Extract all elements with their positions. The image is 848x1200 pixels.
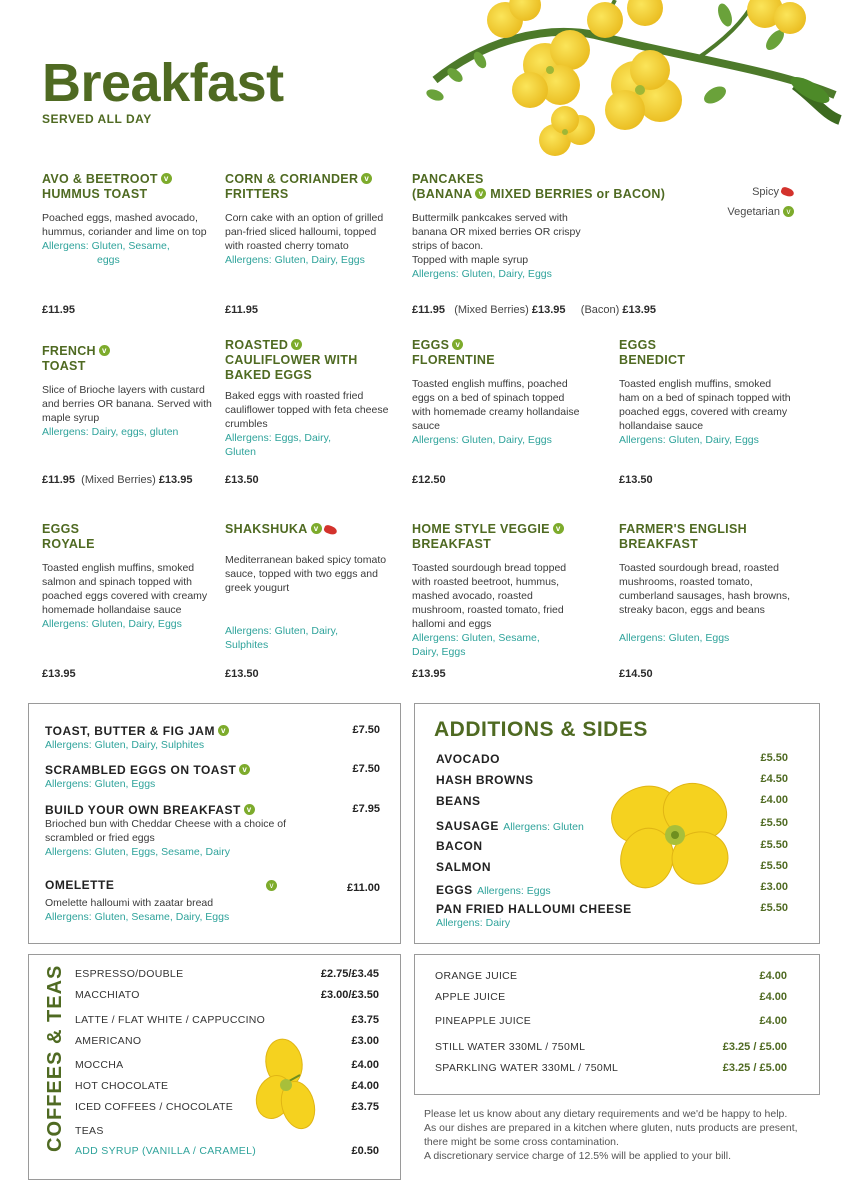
coffee-name: ADD SYRUP (VANILLA / CARAMEL) [75,1145,257,1157]
dish-description: Toasted english muffins, smoked ham on a bed of spinach topped with poached eggs, covered with creamy hollandaise sauce [619,378,791,432]
addition-item [436,839,788,860]
item-allergens: Allergens: Gluten, Eggs [45,778,156,790]
item-price: £7.50 [352,724,380,736]
dish-allergens: Allergens: Gluten, Sesame, [412,632,540,644]
dish-name-line1: PANCAKES [412,172,484,186]
dish-eggs-florentine [412,338,582,447]
chili-pepper-icon [323,524,338,536]
dish-price: £13.50 [225,668,259,680]
coffee-name: ICED COFFEES / CHOCOLATE [75,1101,234,1113]
dish-alt-label: (Bacon) [580,304,620,316]
dish-description: Toasted sourdough bread, roasted mushrooms, roasted tomato, cumberland sausages, hash browns, streaky bacon, eggs and beans [619,562,791,616]
coffee-price: £3.00 [351,1035,379,1047]
dish-allergens: Allergens: Gluten, Dairy, Eggs [412,268,552,280]
addition-price: £5.50 [760,902,788,914]
addition-item [436,794,788,817]
juice-item [435,1041,787,1062]
item-allergens: Allergens: Gluten, Sesame, Dairy, Eggs [45,911,230,923]
vegetarian-leaf-icon: v [218,725,229,736]
item-allergens: Allergens: Gluten, Dairy, Sulphites [45,739,205,751]
juices-list [435,970,787,1074]
dish-allergens: Allergens: Gluten, Dairy, Eggs [42,618,182,630]
addition-name: SAUSAGE [436,819,499,833]
dish-price: £14.50 [619,668,653,680]
coffee-name: ESPRESSO/DOUBLE [75,968,184,980]
juice-item [435,1015,787,1041]
coffee-item [75,1035,379,1059]
coffee-item [75,1125,379,1145]
juice-name: STILL WATER 330ML / 750ML [435,1041,586,1053]
dish-price: £11.95 [412,304,446,316]
coffee-item [75,1014,379,1035]
dish-name-line2a: (BANANA [412,187,473,201]
dish-description: Buttermilk pankcakes served with banana OR mixed berries OR crispy strips of bacon. [412,212,581,252]
addition-allergens: Allergens: Dairy [436,917,511,929]
dish-description: Baked eggs with roasted fried cauliflower topped with feta cheese crumbles [225,390,389,430]
dish-allergens: Allergens: Gluten, Dairy, [225,625,339,637]
dish-name-line2: FLORENTINE [412,353,495,367]
addition-allergens: Allergens: Eggs [477,885,551,897]
dish-name-line2: ROYALE [42,537,95,551]
dish-name-line2: BREAKFAST [619,537,699,551]
dish-name-line2b: MIXED BERRIES or BACON) [490,187,666,201]
item-price: £11.00 [346,882,380,894]
addition-item [436,860,788,881]
coffee-name: HOT CHOCOLATE [75,1080,169,1092]
dish-price: £13.95 [412,668,446,680]
dish-price-group [412,304,656,316]
item-price: £7.50 [352,763,380,775]
juice-name: SPARKLING WATER 330ML / 750ML [435,1062,619,1074]
coffee-price: £3.75 [351,1101,379,1113]
coffee-name: MOCCHA [75,1059,124,1071]
juice-item [435,1062,787,1074]
coffee-item [75,1101,379,1125]
dish-description: Poached eggs, mashed avocado, hummus, coriander and lime on top [42,212,207,238]
dish-name-line3: BAKED EGGS [225,368,313,382]
coffee-price: £3.75 [351,1014,379,1026]
juice-price: £3.25 / £5.00 [722,1041,787,1053]
dish-allergens: Allergens: Gluten, Sesame, [42,240,170,252]
juice-price: £4.00 [759,1015,787,1027]
addition-name: HASH BROWNS [436,773,534,787]
vegetarian-leaf-icon: v [244,804,255,815]
dish-description: Mediterranean baked spicy tomato sauce, topped with two eggs and greek yougurt [225,554,387,594]
coffee-item [75,1059,379,1080]
addition-name: BACON [436,839,483,853]
item-name: OMELETTE [45,878,115,892]
dish-description: Corn cake with an option of grilled pan-fried sliced halloumi, topped with roasted cherry tomato [225,212,384,252]
coffee-name: MACCHIATO [75,989,140,1001]
dish-name-line1: SHAKSHUKA [225,522,308,536]
coffee-name: LATTE / FLAT WHITE / CAPPUCCINO [75,1014,266,1026]
item-description: Brioched bun with Cheddar Cheese with a choice of scrambled or fried eggs [45,818,287,844]
vegetarian-leaf-icon: v [266,880,277,891]
dish-name-line1: ROASTED [225,338,289,352]
dish-description: Slice of Brioche layers with custard and berries OR banana. Served with maple syrup [42,384,212,424]
item-name: TOAST, BUTTER & FIG JAM [45,724,215,738]
juice-name: ORANGE JUICE [435,970,518,982]
addition-name: BEANS [436,794,481,808]
dish-allergens: Allergens: Gluten, Eggs [619,632,730,644]
addition-item [436,817,788,839]
dish-home-style-veggie [412,522,587,659]
addition-price: £5.50 [760,752,788,764]
vegetarian-leaf-icon: v [783,206,794,217]
juice-name: PINEAPPLE JUICE [435,1015,532,1027]
addition-price: £3.00 [760,881,788,893]
note-cross-contamination: As our dishes are prepared in a kitchen where gluten, nuts products are present, there might be some cross contamination. [424,1122,798,1148]
addition-name: PAN FRIED HALLOUMI CHEESE [436,902,632,916]
toast-item [45,763,380,791]
dish-allergens: Allergens: Gluten, Dairy, Eggs [225,254,365,266]
juice-price: £4.00 [759,970,787,982]
page-title: Breakfast [42,53,284,113]
item-description: Omelette halloumi with zaatar bread [45,897,214,909]
vegetarian-leaf-icon: v [161,173,172,184]
dish-name-line1: HOME STYLE VEGGIE [412,522,550,536]
dish-allergens-cont: Gluten [225,446,256,458]
coffees-list [75,968,379,1157]
dish-description: Toasted english muffins, smoked salmon and spinach topped with poached eggs covered with creamy homemade hollandaise sauce [42,562,208,616]
dish-name-line2: CAULIFLOWER WITH [225,353,358,367]
dish-name-line1: FARMER'S ENGLISH [619,522,747,536]
coffee-item [75,989,379,1014]
coffee-price: £4.00 [351,1080,379,1092]
dish-allergens-cont: Dairy, Eggs [412,646,466,658]
coffee-name: AMERICANO [75,1035,142,1047]
chili-pepper-icon [780,186,795,198]
addition-price: £5.50 [760,817,788,829]
legend-vegetarian-label: Vegetarian [727,206,780,218]
addition-name: SALMON [436,860,491,874]
dish-allergens: Allergens: Gluten, Dairy, Eggs [619,434,759,446]
dish-price: £12.50 [412,474,446,486]
coffee-name: TEAS [75,1125,104,1137]
legend-spicy-label: Spicy [752,186,779,198]
dish-name-line1: FRENCH [42,344,96,358]
dish-corn-fritters [225,172,395,267]
toast-item [45,803,380,859]
dish-name-line2: FRITTERS [225,187,289,201]
coffee-price: £4.00 [351,1059,379,1071]
additions-title: ADDITIONS & SIDES [434,718,648,741]
addition-price: £4.50 [760,773,788,785]
dish-eggs-benedict [619,338,794,447]
dish-name-line2: BREAKFAST [412,537,492,551]
vegetarian-leaf-icon: v [311,523,322,534]
addition-price: £4.00 [760,794,788,806]
dish-allergens: Allergens: Gluten, Dairy, Eggs [412,434,552,446]
vegetarian-leaf-icon: v [361,173,372,184]
note-service-charge: A discretionary service charge of 12.5% will be applied to your bill. [424,1150,731,1162]
addition-price: £5.50 [760,839,788,851]
dish-price: £13.50 [225,474,259,486]
juice-name: APPLE JUICE [435,991,506,1003]
juice-price: £3.25 / £5.00 [722,1062,787,1074]
addition-allergens: Allergens: Gluten [503,821,584,833]
addition-price: £5.50 [760,860,788,872]
toast-item [45,878,380,924]
dish-price: £13.95 [42,668,76,680]
dish-price: £11.95 [42,474,76,486]
dish-price: £11.95 [42,304,76,316]
dish-allergens-cont: Sulphites [225,639,269,651]
vegetarian-leaf-icon: v [475,188,486,199]
coffee-item [75,968,379,989]
vegetarian-leaf-icon: v [99,345,110,356]
dish-name-line1: EGGS [619,338,657,352]
dish-pancakes [412,172,712,281]
coffee-price: £2.75/£3.45 [320,968,379,980]
vegetarian-leaf-icon: v [239,764,250,775]
dish-name-line2: HUMMUS TOAST [42,187,148,201]
dish-price: £13.50 [619,474,653,486]
addition-item [436,773,788,794]
dish-alt-price: £13.95 [158,474,193,486]
juice-item [435,970,787,991]
dish-allergens: Allergens: Dairy, eggs, gluten [42,426,179,438]
dish-description-cont: Topped with maple syrup [412,254,529,266]
coffees-title: COFFEES & TEAS [44,964,66,1152]
dish-name-line2: TOAST [42,359,86,373]
dietary-notes [424,1107,824,1163]
addition-item [436,752,788,773]
dish-alt-price: £13.95 [622,304,657,316]
dish-eggs-royale [42,522,217,631]
dish-name-line1: AVO & BEETROOT [42,172,158,186]
coffee-item [75,1080,379,1101]
dish-shakshuka [225,522,395,652]
dish-price-group [42,474,192,486]
addition-name: AVOCADO [436,752,500,766]
toast-item [45,724,380,752]
dish-price: £11.95 [225,304,259,316]
addition-item [436,902,788,916]
dish-name-line1: CORN & CORIANDER [225,172,359,186]
item-name: SCRAMBLED EGGS ON TOAST [45,763,237,777]
dish-description: Toasted sourdough bread topped with roasted beetroot, hummus, mashed avocado, roasted mushroom, roasted tomato, fried hallomi and eggs [412,562,567,630]
dish-roasted-cauliflower [225,338,395,459]
dish-avo-beetroot [42,172,207,267]
vegetarian-leaf-icon: v [452,339,463,350]
dish-alt-price: £13.95 [531,304,566,316]
coffee-item [75,1145,379,1157]
coffee-price: £3.00/£3.50 [320,989,379,1001]
flower-branch-illustration [395,0,848,165]
item-allergens: Allergens: Gluten, Eggs, Sesame, Dairy [45,846,231,858]
dish-alt-label: (Mixed Berries) [454,304,529,316]
dish-name-line1: EGGS [412,338,450,352]
coffee-price: £0.50 [351,1145,379,1157]
dish-name-line1: EGGS [42,522,80,536]
item-price: £7.95 [352,803,380,815]
dish-farmers-english [619,522,794,645]
juice-item [435,991,787,1015]
juice-price: £4.00 [759,991,787,1003]
additions-list [436,752,788,930]
page-subtitle: SERVED ALL DAY [42,112,152,126]
addition-name: EGGS [436,883,473,897]
vegetarian-leaf-icon: v [291,339,302,350]
dish-description: Toasted english muffins, poached eggs on a bed of spinach topped with homemade creamy hollandaise sauce [412,378,580,432]
item-name: BUILD YOUR OWN BREAKFAST [45,803,241,817]
dish-french-toast [42,344,212,439]
dish-allergens: Allergens: Eggs, Dairy, [225,432,332,444]
note-dietary: Please let us know about any dietary requirements and we'd be happy to help. [424,1108,788,1120]
dish-name-line2: BENEDICT [619,353,686,367]
dish-allergens-cont: eggs [97,254,120,266]
addition-item [436,881,788,902]
dish-alt-label: (Mixed Berries) [81,474,156,486]
vegetarian-leaf-icon: v [553,523,564,534]
